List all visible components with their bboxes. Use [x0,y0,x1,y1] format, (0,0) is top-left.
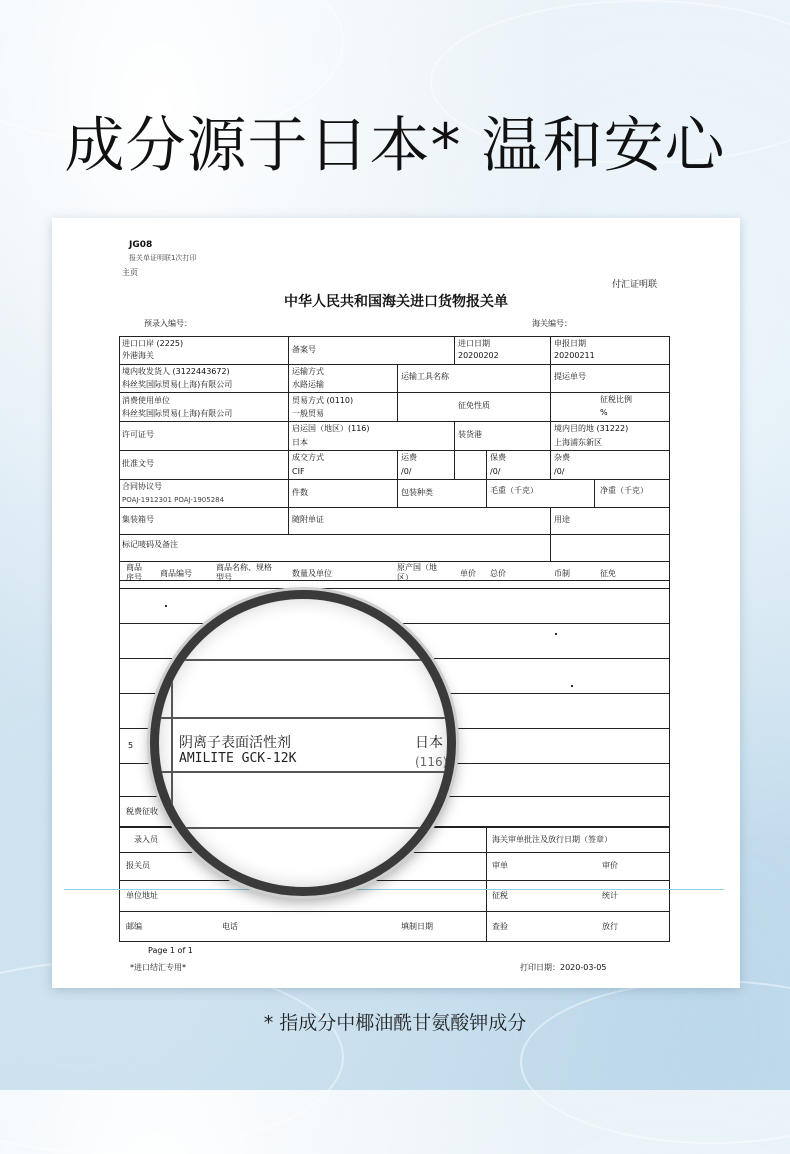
water-ripple [520,980,790,1144]
entry-person-label: 录入员 [134,835,158,844]
transport-value: 水路运输 [292,380,324,389]
inspect-label: 查验 [492,922,508,931]
goods-col-qty: 数量及单位 [292,569,332,578]
license-label: 许可证号 [122,430,154,439]
docs-label: 随附单证 [292,515,324,524]
contract-value: POAJ-1912301 POAJ-1905284 [122,496,225,504]
user-label: 消费使用单位 [122,396,170,405]
tax-collect-label: 税费征收 [126,807,158,816]
consignee-label: 境内收发货人 (3122443672) [122,367,230,376]
import-date-label: 进口日期 [458,339,490,348]
goods-col-unit-price: 单价 [460,569,476,578]
divider-line [64,889,724,890]
freight-label: 运费 [401,453,417,462]
footnote: * 指成分中椰油酰甘氨酸钾成分 [263,1012,527,1034]
deal-value: CIF [292,467,305,476]
doc-code: JG08 [129,240,153,250]
goods-col-exempt: 征免 [600,569,616,578]
page-label: 主页 [122,268,138,277]
stats-label: 统计 [602,891,618,900]
exempt-label: 征免性质 [458,401,490,410]
goods-col-code: 商品编号 [160,569,192,578]
unit-address-label: 单位地址 [126,891,158,900]
zip-label: 邮编 [126,922,142,931]
special-use-label: *进口结汇专用* [130,963,186,972]
copy-label: 付汇证明联 [612,280,658,290]
print-date: 打印日期：2020-03-05 [520,963,607,972]
goods-col-name: 商品名称、规格型号 [216,563,272,582]
pack-label: 包装种类 [401,488,433,497]
headline: 成分源于日本* 温和安心 [64,111,726,181]
customs-no: 海关编号： [532,319,572,328]
origin-value: 日本 [292,438,308,447]
bill-label: 提运单号 [554,372,586,381]
goods-col-total: 总价 [490,569,506,578]
declarant-label: 报关员 [126,861,150,870]
misc-label: 杂费 [554,453,570,462]
pre-entry-no: 预录入编号： [144,319,192,328]
misc-value: /0/ [554,467,565,476]
price-check-label: 审价 [602,861,618,870]
pieces-label: 件数 [292,488,308,497]
port-label: 进口口岸 (2225) [122,339,184,348]
transport-label: 运输方式 [292,367,324,376]
audit-header-label: 海关审单批注及放行日期（签章） [492,835,612,844]
declare-date: 20200211 [554,351,595,360]
deal-label: 成交方式 [292,453,324,462]
goods-row-number: 5 [128,741,134,750]
page-number: Page 1 of 1 [148,946,193,955]
phone-label: 电话 [222,922,238,931]
port-load-label: 装货港 [458,430,482,439]
tax-label: 征税比例 [600,395,632,404]
trade-label: 贸易方式 (0110) [292,396,354,405]
contract-label: 合同协议号 [122,482,162,491]
use-label: 用途 [554,515,570,524]
user-value: 科丝奖国际贸易(上海)有限公司 [122,409,233,418]
insurance-label: 保费 [490,453,506,462]
magnified-area [159,599,447,887]
freight-value: /0/ [401,467,412,476]
magnified-country: 日本 [415,735,443,751]
import-date: 20200202 [458,351,499,360]
trade-value: 一般贸易 [292,409,324,418]
magnified-country-code: (116) [415,755,448,769]
vehicle-label: 运输工具名称 [401,372,449,381]
approval-label: 批准文号 [122,459,154,468]
consignee-value: 科丝奖国际贸易(上海)有限公司 [122,380,233,389]
record-label: 备案号 [292,345,316,354]
declare-date-label: 申报日期 [554,339,586,348]
goods-col-currency: 币制 [554,569,570,578]
levy-label: 征税 [492,891,508,900]
container-label: 集装箱号 [122,515,154,524]
water-ripple [0,960,344,1154]
marks-label: 标记唛码及备注 [122,540,178,549]
magnifying-glass [150,590,456,896]
tax-value: % [600,408,608,417]
audit-label: 审单 [492,861,508,870]
origin-label: 启运国（地区）(116) [292,424,370,433]
goods-col-origin: 原产国（地区） [397,563,437,582]
fill-date-label: 填制日期 [401,922,433,931]
goods-col-seq: 商品序号 [126,563,142,582]
insurance-value: /0/ [490,467,501,476]
dest-label: 境内目的地 (31222) [554,424,629,433]
release-label: 放行 [602,922,618,931]
doc-subcode: 报关单证明联1次打印 [129,254,197,262]
gross-label: 毛重（千克） [490,486,538,495]
net-label: 净重（千克） [600,486,648,495]
doc-title: 中华人民共和国海关进口货物报关单 [284,294,508,310]
magnified-product-code: AMILITE GCK-12K [179,751,297,766]
magnified-product-name: 阴离子表面活性剂 [179,735,291,751]
port-value: 外港海关 [122,351,154,360]
dest-value: 上海浦东新区 [554,438,602,447]
